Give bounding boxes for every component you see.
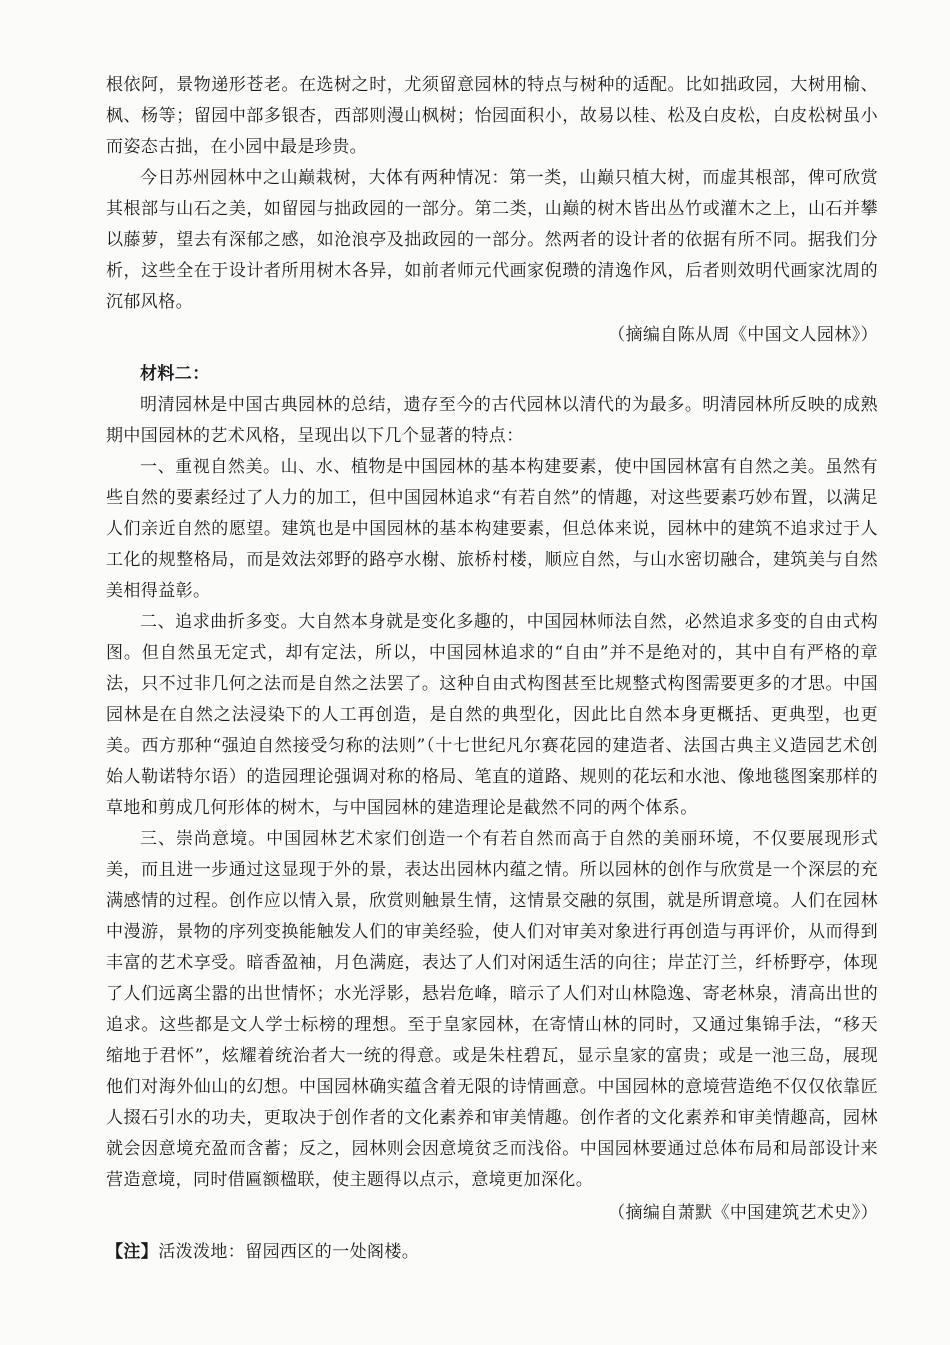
footnote-tag: 【注】: [106, 1242, 159, 1262]
source-citation-1: （摘编自陈从周《中国文人园林》）: [608, 325, 878, 345]
footnote: [106, 1237, 878, 1268]
paragraph-point-two: 二、追求曲折多变。大自然本身就是变化多趣的，中国园林师法自然，必然追求多变的自由式构图。但自然虽无定式，却有定法，所以，中国园林追求的“自由”并不是绝对的，其中自有严格的章法，只不过非几何之法而是自然之法罢了。这种自由式构图甚至比规整式构图需要更多的才思。中国园林是在自然之法浸染下的人工再创造，是自然的典型化，因此比自然本身更概括、更典型，也更美。西方那种“强迫自然接受匀称的法则”（十七世纪凡尔赛花园的建造者、法国古典主义造园艺术创始人勒诺特尔语）的造园理论强调对称的格局、笔直的道路、规则的花坛和水池、像地毯图案那样的草地和剪成几何形体的树木，与中国园林的建造理论是截然不同的两个体系。: [106, 612, 878, 818]
paragraph-intro: 明清园林是中国古典园林的总结，遗存至今的古代园林以清代的为最多。明清园林所反映的成熟期中国园林的艺术风格，呈现出以下几个显著的特点：: [106, 395, 878, 446]
source-citation-2: （摘编自萧默《中国建筑艺术史》）: [608, 1203, 878, 1223]
paragraph-point-one: 一、重视自然美。山、水、植物是中国园林的基本构建要素，使中国园林富有自然之美。虽然有些自然的要素经过了人力的加工，但中国园林追求“有若自然”的情趣，对这些要素巧妙布置，以满足人们亲近自然的愿望。建筑也是中国园林的基本构建要素，但总体来说，园林中的建筑不追求过于人工化的规整格局，而是效法郊野的路亭水榭、旅桥村楼，顺应自然，与山水密切融合，建筑美与自然美相得益彰。: [106, 457, 878, 601]
paragraph-continuation: 根依阿，景物递形苍老。在选树之时，尤须留意园林的特点与树种的适配。比如拙政园，大树用榆、枫、杨等；留园中部多银杏，西部则漫山枫树；怡园面积小，故易以桂、松及白皮松，白皮松树虽小而姿态古拙，在小园中最是珍贵。: [106, 75, 878, 157]
material-two-heading: 材料二：: [140, 364, 210, 384]
paragraph-point-three: 三、崇尚意境。中国园林艺术家们创造一个有若自然而高于自然的美丽环境，不仅要展现形式美，而且进一步通过这显现于外的景，表达出园林内蕴之情。所以园林的创作与欣赏是一个深层的充满感情的过程。创作应以情入景，欣赏则触景生情，这情景交融的氛围，就是所谓意境。人们在园林中漫游，景物的序列变换能触发人们的审美经验，使人们对审美对象进行再创造与再评价，从而得到丰富的艺术享受。暗香盈袖，月色满庭，表达了人们对闲适生活的向往；岸芷汀兰，纤桥野亭，体现了人们远离尘嚣的出世情怀；水光浮影，悬岩危峰，暗示了人们对山林隐逸、寄老林泉，清高出世的追求。这些都是文人学士标榜的理想。至于皇家园林，在寄情山林的同时，又通过集锦手法，“移天缩地于君怀”，炫耀着统治者大一统的得意。或是朱柱碧瓦，显示皇家的富贵；或是一池三岛，展现他们对海外仙山的幻想。中国园林确实蕴含着无限的诗情画意。中国园林的意境营造绝不仅仅依靠匠人掇石引水的功夫，更取决于创作者的文化素养和审美情趣。创作者的文化素养和审美情趣高，园林就会因意境充盈而含蓄；反之，园林则会因意境贫乏而浅俗。中国园林要通过总体布局和局部设计来营造意境，同时借匾额楹联，使主题得以点示，意境更加深化。: [106, 829, 878, 1190]
document-content: [106, 70, 878, 1268]
paragraph-shandian-trees: 今日苏州园林中之山巅栽树，大体有两种情况：第一类，山巅只植大树，而虚其根部，俾可欣赏其根部与山石之美，如留园与拙政园的一部分。第二类，山巅的树木皆出丛竹或灌木之上，山石并攀以藤萝，望去有深郁之感，如沧浪亭及拙政园的一部分。然两者的设计者的依据有所不同。据我们分析，这些全在于设计者所用树木各异，如前者师元代画家倪瓒的清逸作风，后者则效明代画家沈周的沉郁风格。: [106, 168, 878, 312]
footnote-text: 活泼泼地：留园西区的一处阁楼。: [158, 1242, 420, 1262]
